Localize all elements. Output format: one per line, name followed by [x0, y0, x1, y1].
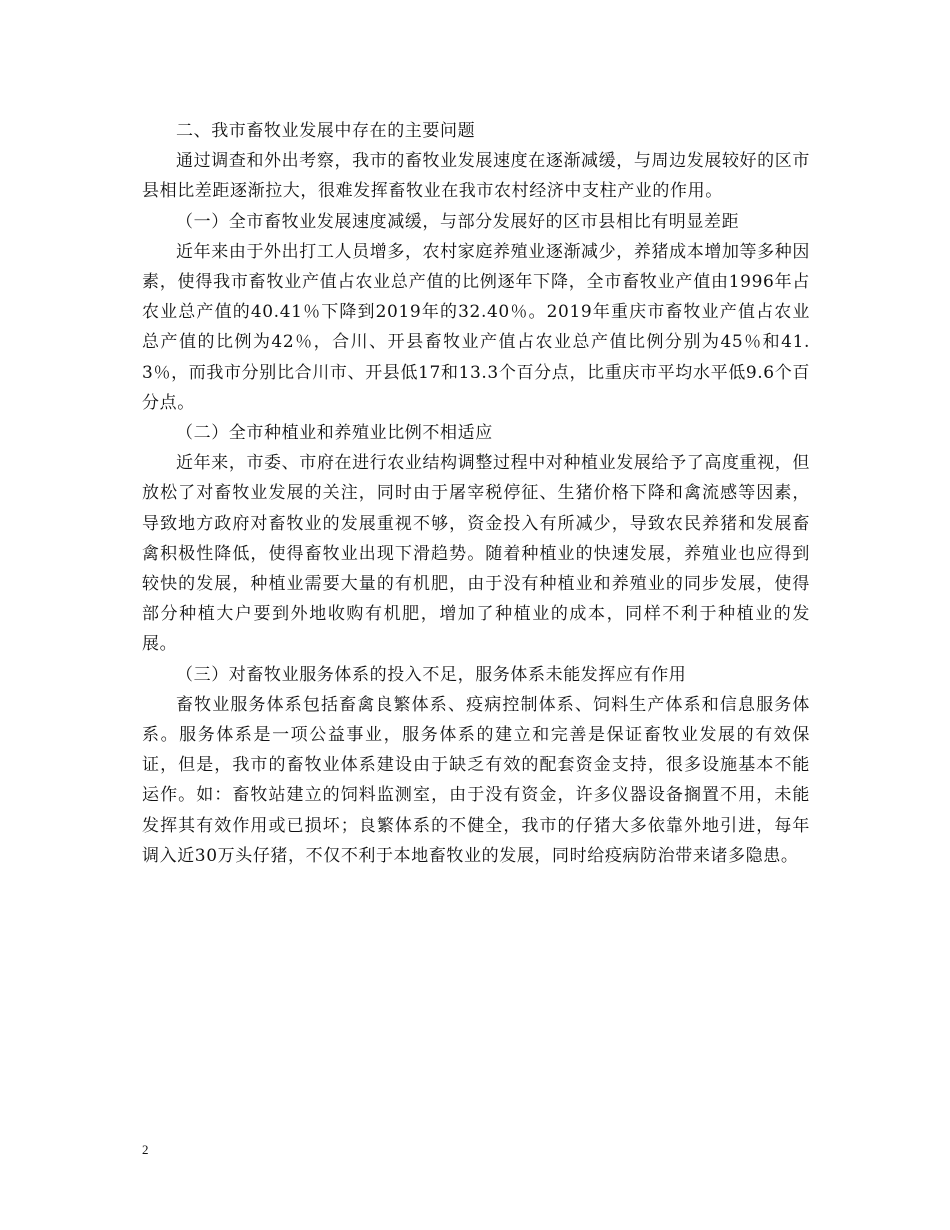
section1-heading: （一）全市畜牧业发展速度减缓，与部分发展好的区市县相比有明显差距 [176, 211, 740, 232]
section1-paragraph: 近年来由于外出打工人员增多，农村家庭养殖业逐渐减少，养猪成本增加等多种因素，使得我市畜牧业产值占农业总产值的比例逐年下降，全市畜牧业产值由1996年占农业总产值的40.41％下降到2019年的32.40％。2019年重庆市畜牧业产值占农业总产值的比例为42％，合川、开县畜牧业产值占农业总产值比例分别为45％和41.3％，而我市分别比合川市、开县低17和13.3个百分点，比重庆市平均水平低9.6个百分点。 [142, 241, 810, 413]
document-body [142, 116, 810, 871]
section2-heading: （二）全市种植业和养殖业比例不相适应 [176, 423, 493, 444]
section2-paragraph: 近年来，市委、市府在进行农业结构调整过程中对种植业发展给予了高度重视，但放松了对畜牧业发展的关注，同时由于屠宰税停征、生猪价格下降和禽流感等因素，导致地方政府对畜牧业的发展重视不够，资金投入有所减少，导致农民养猪和发展畜禽积极性降低，使得畜牧业出现下滑趋势。随着种植业的快速发展，养殖业也应得到较快的发展，种植业需要大量的有机肥，由于没有种植业和养殖业的同步发展，使得部分种植大户要到外地收购有机肥，增加了种植业的成本，同样不利于种植业的发展。 [142, 453, 810, 655]
section3-paragraph: 畜牧业服务体系包括畜禽良繁体系、疫病控制体系、饲料生产体系和信息服务体系。服务体系是一项公益事业，服务体系的建立和完善是保证畜牧业发展的有效保证，但是，我市的畜牧业体系建设由于缺乏有效的配套资金支持，很多设施基本不能运作。如：畜牧站建立的饲料监测室，由于没有资金，许多仪器设备搁置不用，未能发挥其有效作用或已损坏；良繁体系的不健全，我市的仔猪大多依靠外地引进，每年调入近30万头仔猪，不仅不利于本地畜牧业的发展，同时给疫病防治带来诸多隐患。 [142, 694, 810, 866]
section3-heading: （三）对畜牧业服务体系的投入不足，服务体系未能发挥应有作用 [176, 664, 687, 685]
page-number: 2 [142, 1142, 149, 1157]
section-heading-main: 二、我市畜牧业发展中存在的主要问题 [176, 121, 476, 141]
intro-paragraph: 通过调查和外出考察，我市的畜牧业发展速度在逐渐减缓，与周边发展较好的区市县相比差距逐渐拉大，很难发挥畜牧业在我市农村经济中支柱产业的作用。 [142, 151, 810, 202]
